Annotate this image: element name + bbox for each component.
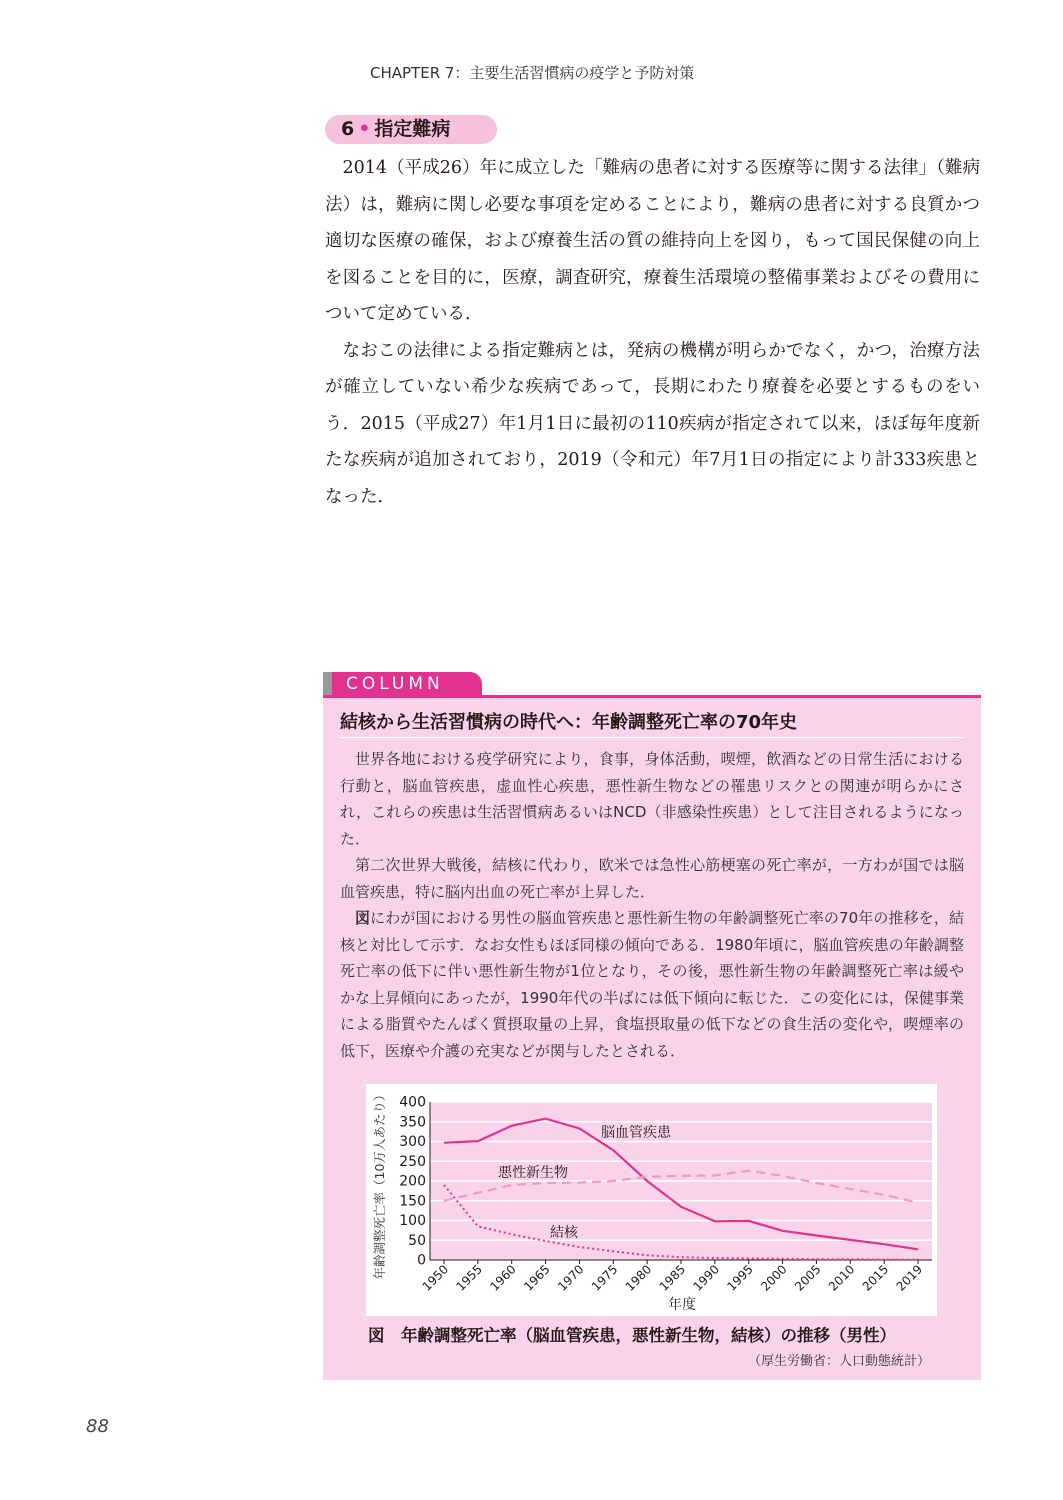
section-title: 指定難病 xyxy=(374,118,451,140)
series-label-cerebrovascular: 脳血管疾患 xyxy=(601,1125,671,1141)
x-tick-label: 2005 xyxy=(792,1262,824,1294)
column-paragraph xyxy=(340,905,964,1064)
column-label: COLUMN xyxy=(332,672,482,697)
section-heading xyxy=(325,115,497,144)
y-tick-label: 50 xyxy=(408,1232,426,1249)
column-paragraph: 第二次世界大戦後，結核に代わり，欧米では急性心筋梗塞の死亡率が，一方わが国では脳血管疾患，特に脳内出血の死亡率が上昇した． xyxy=(340,856,964,901)
x-tick-label: 2000 xyxy=(758,1262,790,1294)
running-head: CHAPTER 7：主要生活習慣病の疫学と予防対策 xyxy=(370,64,695,82)
section-number: 6 xyxy=(341,118,355,140)
column-paragraph-text: にわが国における男性の脳血管疾患と悪性新生物の年齢調整死亡率の70年の推移を，結核と対比して示す．なお女性もほぼ同様の傾向である．1980年頃に，脳血管疾患の年齢調整死亡率の低下に伴い悪性新生物が1位となり，その後，悪性新生物の年齢調整死亡率は緩やかな上昇傾向にあったが，1990年代の半ばには低下傾向に転じた．この変化には，保健事業による脂質やたんぱく質摂取量の上昇，食塩摂取量の低下などの食生活の変化や，喫煙率の低下，医療や介護の充実などが関与したとされる． xyxy=(340,909,964,1060)
x-tick-label: 1995 xyxy=(724,1262,756,1294)
section-body xyxy=(325,150,980,515)
y-tick-label: 0 xyxy=(417,1252,426,1269)
x-tick-label: 1990 xyxy=(690,1262,722,1294)
page-number: 88 xyxy=(86,1416,109,1437)
section-bullet: • xyxy=(358,118,371,140)
column-label-bar xyxy=(323,672,332,697)
y-tick-label: 350 xyxy=(399,1114,426,1131)
y-axis-title: 年齢調整死亡率（10万人あたり） xyxy=(372,1088,387,1280)
x-tick-label: 1960 xyxy=(487,1262,519,1294)
figure-source: （厚生労働省：人口動態統計） xyxy=(748,1354,931,1369)
column-title-divider xyxy=(340,737,964,738)
x-tick-label: 1980 xyxy=(622,1262,655,1294)
series-label-neoplasm: 悪性新生物 xyxy=(498,1165,568,1181)
y-tick-labels xyxy=(399,1095,426,1269)
section-paragraph: なおこの法律による指定難病とは，発病の機構が明らかでなく，かつ，治療方法が確立していない希少な疾病であって，長期にわたり療養を必要とするものをいう．2015（平成27）年1月1日に最初の110疾病が指定されて以来，ほぼ毎年度新たな疾病が追加されており，2019（令和元）年7月1日の指定により計333疾患となった． xyxy=(325,340,980,507)
x-tick-label: 1955 xyxy=(453,1262,485,1294)
x-axis-title: 年度 xyxy=(668,1297,696,1313)
x-tick-label: 1975 xyxy=(588,1262,621,1294)
x-tick-label: 1985 xyxy=(656,1262,689,1294)
figure-caption: 図 年齢調整死亡率（脳血管疾患，悪性新生物，結核）の推移（男性） xyxy=(368,1326,896,1345)
y-tick-label: 150 xyxy=(399,1193,426,1210)
column-body xyxy=(340,746,964,1064)
mortality-line-chart xyxy=(366,1084,937,1316)
section-paragraph: 2014（平成26）年に成立した「難病の患者に対する医療等に関する法律」（難病法）は，難病に関し必要な事項を定めることにより，難病の患者に対する良質かつ適切な医療の確保，および療養生活の質の維持向上を図り，もって国民保健の向上を図ることを目的に，医療，調査研究，療養生活環境の整備事業およびその費用について定めている． xyxy=(325,158,980,324)
x-tick-label: 1970 xyxy=(555,1262,587,1294)
x-tick-label: 2015 xyxy=(859,1262,892,1294)
y-tick-label: 400 xyxy=(399,1094,426,1111)
x-tick-label: 1965 xyxy=(521,1262,553,1294)
series-label-tuberculosis: 結核 xyxy=(550,1225,578,1241)
column-paragraph: 世界各地における疫学研究により，食事，身体活動，喫煙，飲酒などの日常生活における行動と，脳血管疾患，虚血性心疾患，悪性新生物などの罹患リスクとの関連が明らかにされ，これらの疾患は生活習慣病あるいはNCD（非感染性疾患）として注目されるようになった． xyxy=(340,750,964,848)
y-tick-label: 300 xyxy=(399,1134,426,1150)
column-title: 結核から生活習慣病の時代へ：年齢調整死亡率の70年史 xyxy=(340,712,798,733)
y-tick-label: 250 xyxy=(399,1153,426,1170)
y-tick-label: 100 xyxy=(399,1213,426,1229)
y-tick-label: 200 xyxy=(399,1173,426,1190)
figure-reference: 図 xyxy=(355,909,371,927)
x-tick-label: 2019 xyxy=(893,1262,926,1294)
x-tick-label: 1950 xyxy=(419,1262,452,1294)
x-tick-label: 2010 xyxy=(825,1262,858,1294)
column-rule xyxy=(323,695,981,698)
x-tick-labels xyxy=(420,1260,925,1294)
